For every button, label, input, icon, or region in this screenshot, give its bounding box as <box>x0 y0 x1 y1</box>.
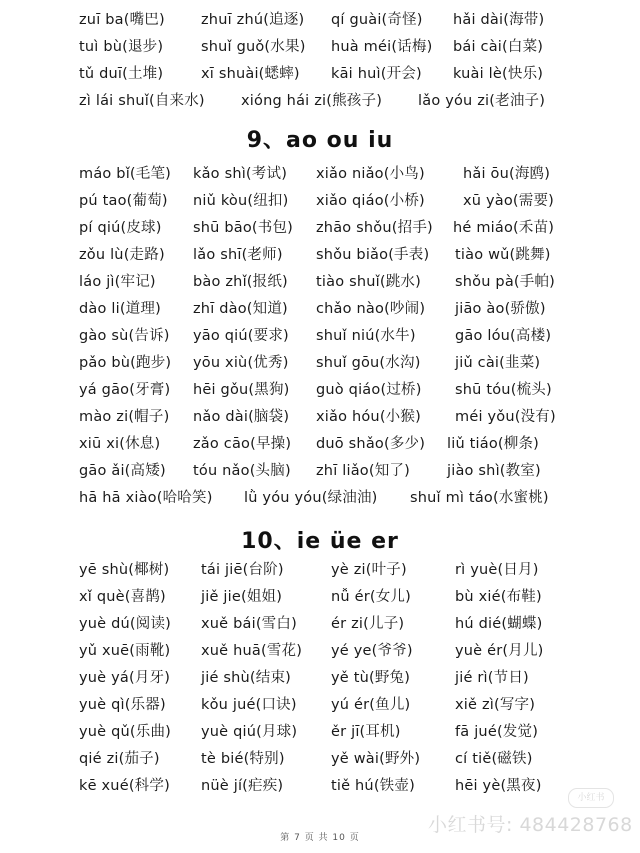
word-item: bào zhǐ(报纸) <box>193 274 288 290</box>
word-item: zhuī zhú(追逐) <box>201 12 305 28</box>
word-item: lǎo shī(老师) <box>193 247 283 263</box>
word-item: jiǔ cài(韭菜) <box>455 355 541 371</box>
word-item: tiào shuǐ(跳水) <box>316 274 421 290</box>
word-item: hǎi ōu(海鸥) <box>463 166 551 182</box>
word-item: méi yǒu(没有) <box>455 409 556 425</box>
word-item: xuě huā(雪花) <box>201 643 303 659</box>
page-number: 第 7 页 共 10 页 <box>280 833 360 843</box>
word-item: gào sù(告诉) <box>79 328 170 344</box>
word-item: pí qiú(皮球) <box>79 220 162 236</box>
word-item: zhāo shǒu(招手) <box>316 220 433 236</box>
word-item: hēi gǒu(黑狗) <box>193 382 290 398</box>
word-row <box>0 161 640 187</box>
word-row <box>0 458 640 484</box>
word-item: hé miáo(禾苗) <box>453 220 555 236</box>
word-item: xǐ què(喜鹊) <box>79 589 166 605</box>
word-item: xiū xi(休息) <box>79 436 161 452</box>
word-item: kuài lè(快乐) <box>453 66 544 82</box>
word-item: qié zi(茄子) <box>79 751 160 767</box>
word-row <box>0 377 640 403</box>
word-item: kǎo shì(考试) <box>193 166 288 182</box>
word-item: mào zi(帽子) <box>79 409 170 425</box>
word-item: kē xué(科学) <box>79 778 170 794</box>
word-item: yé ye(爷爷) <box>331 643 413 659</box>
word-item: xū yào(需要) <box>463 193 555 209</box>
word-row <box>0 350 640 376</box>
word-row <box>0 215 640 241</box>
word-item: yuè yá(月牙) <box>79 670 171 686</box>
word-item: yuè qǔ(乐曲) <box>79 724 172 740</box>
word-item: láo jì(牢记) <box>79 274 156 290</box>
word-item: shǒu biǎo(手表) <box>316 247 430 263</box>
section-heading-10: 10、ie üe er <box>241 529 399 554</box>
word-item: yú ér(鱼儿) <box>331 697 411 713</box>
word-item: xiǎo qiáo(小桥) <box>316 193 425 209</box>
word-row <box>0 773 640 799</box>
word-item: ér zi(儿子) <box>331 616 405 632</box>
word-item: yuè ér(月儿) <box>455 643 544 659</box>
word-item: tiě hú(铁壶) <box>331 778 415 794</box>
word-item: shuǐ niú(水牛) <box>316 328 416 344</box>
word-item: yè zi(叶子) <box>331 562 407 578</box>
word-item: xiǎo niǎo(小鸟) <box>316 166 425 182</box>
word-row <box>0 431 640 457</box>
word-item: xiǎo hóu(小猴) <box>316 409 421 425</box>
word-row <box>0 61 640 87</box>
word-item: xuě bái(雪白) <box>201 616 297 632</box>
word-item: rì yuè(日月) <box>455 562 539 578</box>
word-item: huà méi(话梅) <box>331 39 433 55</box>
word-item: yuè dú(阅读) <box>79 616 172 632</box>
word-item: liǔ tiáo(柳条) <box>447 436 540 452</box>
word-item: zuī ba(嘴巴) <box>79 12 165 28</box>
word-item: nüè jí(疟疾) <box>201 778 284 794</box>
word-item: yuè qiú(月球) <box>201 724 298 740</box>
word-item: hā hā xiào(哈哈笑) <box>79 490 213 506</box>
watermark-badge: 小红书 <box>568 788 614 808</box>
word-item: xióng hái zi(熊孩子) <box>241 93 383 109</box>
word-item: yǔ xuē(雨靴) <box>79 643 171 659</box>
word-item: bù xié(布鞋) <box>455 589 542 605</box>
word-item: yá gāo(牙膏) <box>79 382 171 398</box>
word-item: fā jué(发觉) <box>455 724 539 740</box>
word-item: zǎo cāo(早操) <box>193 436 292 452</box>
word-item: duō shǎo(多少) <box>316 436 426 452</box>
word-item: cí tiě(磁铁) <box>455 751 533 767</box>
word-item: tè bié(特别) <box>201 751 285 767</box>
word-item: kǒu jué(口诀) <box>201 697 297 713</box>
word-item: gāo ǎi(高矮) <box>79 463 166 479</box>
word-item: yāo qiú(要求) <box>193 328 289 344</box>
word-item: shuǐ mì táo(水蜜桃) <box>410 490 549 506</box>
word-row <box>0 638 640 664</box>
word-row <box>0 611 640 637</box>
word-row <box>0 34 640 60</box>
word-item: yuè qì(乐器) <box>79 697 166 713</box>
word-item: zhī dào(知道) <box>193 301 288 317</box>
word-row <box>0 404 640 430</box>
word-item: pǎo bù(跑步) <box>79 355 172 371</box>
word-item: zì lái shuǐ(自来水) <box>79 93 205 109</box>
word-item: jiào shì(教室) <box>447 463 541 479</box>
word-item: tǔ duī(土堆) <box>79 66 164 82</box>
word-item: máo bǐ(毛笔) <box>79 166 172 182</box>
word-item: yě tù(野兔) <box>331 670 411 686</box>
word-item: dào li(道理) <box>79 301 161 317</box>
word-item: nǎo dài(脑袋) <box>193 409 290 425</box>
word-item: zǒu lù(走路) <box>79 247 165 263</box>
word-row <box>0 665 640 691</box>
word-row <box>0 557 640 583</box>
word-item: shuǐ gōu(水沟) <box>316 355 421 371</box>
word-item: bái cài(白菜) <box>453 39 544 55</box>
word-item: yē shù(椰树) <box>79 562 170 578</box>
word-row <box>0 7 640 33</box>
word-item: tiào wǔ(跳舞) <box>455 247 551 263</box>
word-row <box>0 296 640 322</box>
word-row <box>0 746 640 772</box>
word-row <box>0 269 640 295</box>
word-item: tóu nǎo(头脑) <box>193 463 291 479</box>
word-item: hēi yè(黑夜) <box>455 778 542 794</box>
word-item: kāi huì(开会) <box>331 66 422 82</box>
word-row <box>0 719 640 745</box>
word-row <box>0 242 640 268</box>
word-item: lǎo yóu zi(老油子) <box>418 93 546 109</box>
word-item: hú dié(蝴蝶) <box>455 616 543 632</box>
word-item: nǚ ér(女儿) <box>331 589 411 605</box>
word-item: yě wài(野外) <box>331 751 421 767</box>
section-heading-9: 9、ao ou iu <box>246 128 394 153</box>
word-row <box>0 188 640 214</box>
word-item: xiě zì(写字) <box>455 697 536 713</box>
word-row <box>0 485 640 511</box>
word-item: tái jiē(台阶) <box>201 562 284 578</box>
word-item: ěr jī(耳机) <box>331 724 401 740</box>
word-item: shū bāo(书包) <box>193 220 294 236</box>
word-item: shǒu pà(手帕) <box>455 274 556 290</box>
word-item: pú tao(葡萄) <box>79 193 168 209</box>
word-item: lǜ yóu yóu(绿油油) <box>244 490 378 506</box>
word-item: yōu xiù(优秀) <box>193 355 289 371</box>
word-row <box>0 692 640 718</box>
word-item: zhī liǎo(知了) <box>316 463 410 479</box>
word-item: chǎo nào(吵闹) <box>316 301 426 317</box>
word-item: tuì bù(退步) <box>79 39 164 55</box>
word-item: jiě jie(姐姐) <box>201 589 283 605</box>
word-item: niǔ kòu(纽扣) <box>193 193 289 209</box>
word-item: xī shuài(蟋蟀) <box>201 66 300 82</box>
word-item: gāo lóu(高楼) <box>455 328 552 344</box>
word-item: jié shù(结束) <box>201 670 292 686</box>
word-item: shuǐ guǒ(水果) <box>201 39 306 55</box>
word-item: jié rì(节日) <box>455 670 529 686</box>
word-item: qí guài(奇怪) <box>331 12 423 28</box>
word-row <box>0 88 640 114</box>
word-item: shū tóu(梳头) <box>455 382 552 398</box>
word-item: jiāo ào(骄傲) <box>455 301 546 317</box>
word-row <box>0 584 640 610</box>
word-row <box>0 323 640 349</box>
watermark-text: 小红书号: 484428768 <box>428 814 633 836</box>
word-item: guò qiáo(过桥) <box>316 382 422 398</box>
word-item: hǎi dài(海带) <box>453 12 545 28</box>
